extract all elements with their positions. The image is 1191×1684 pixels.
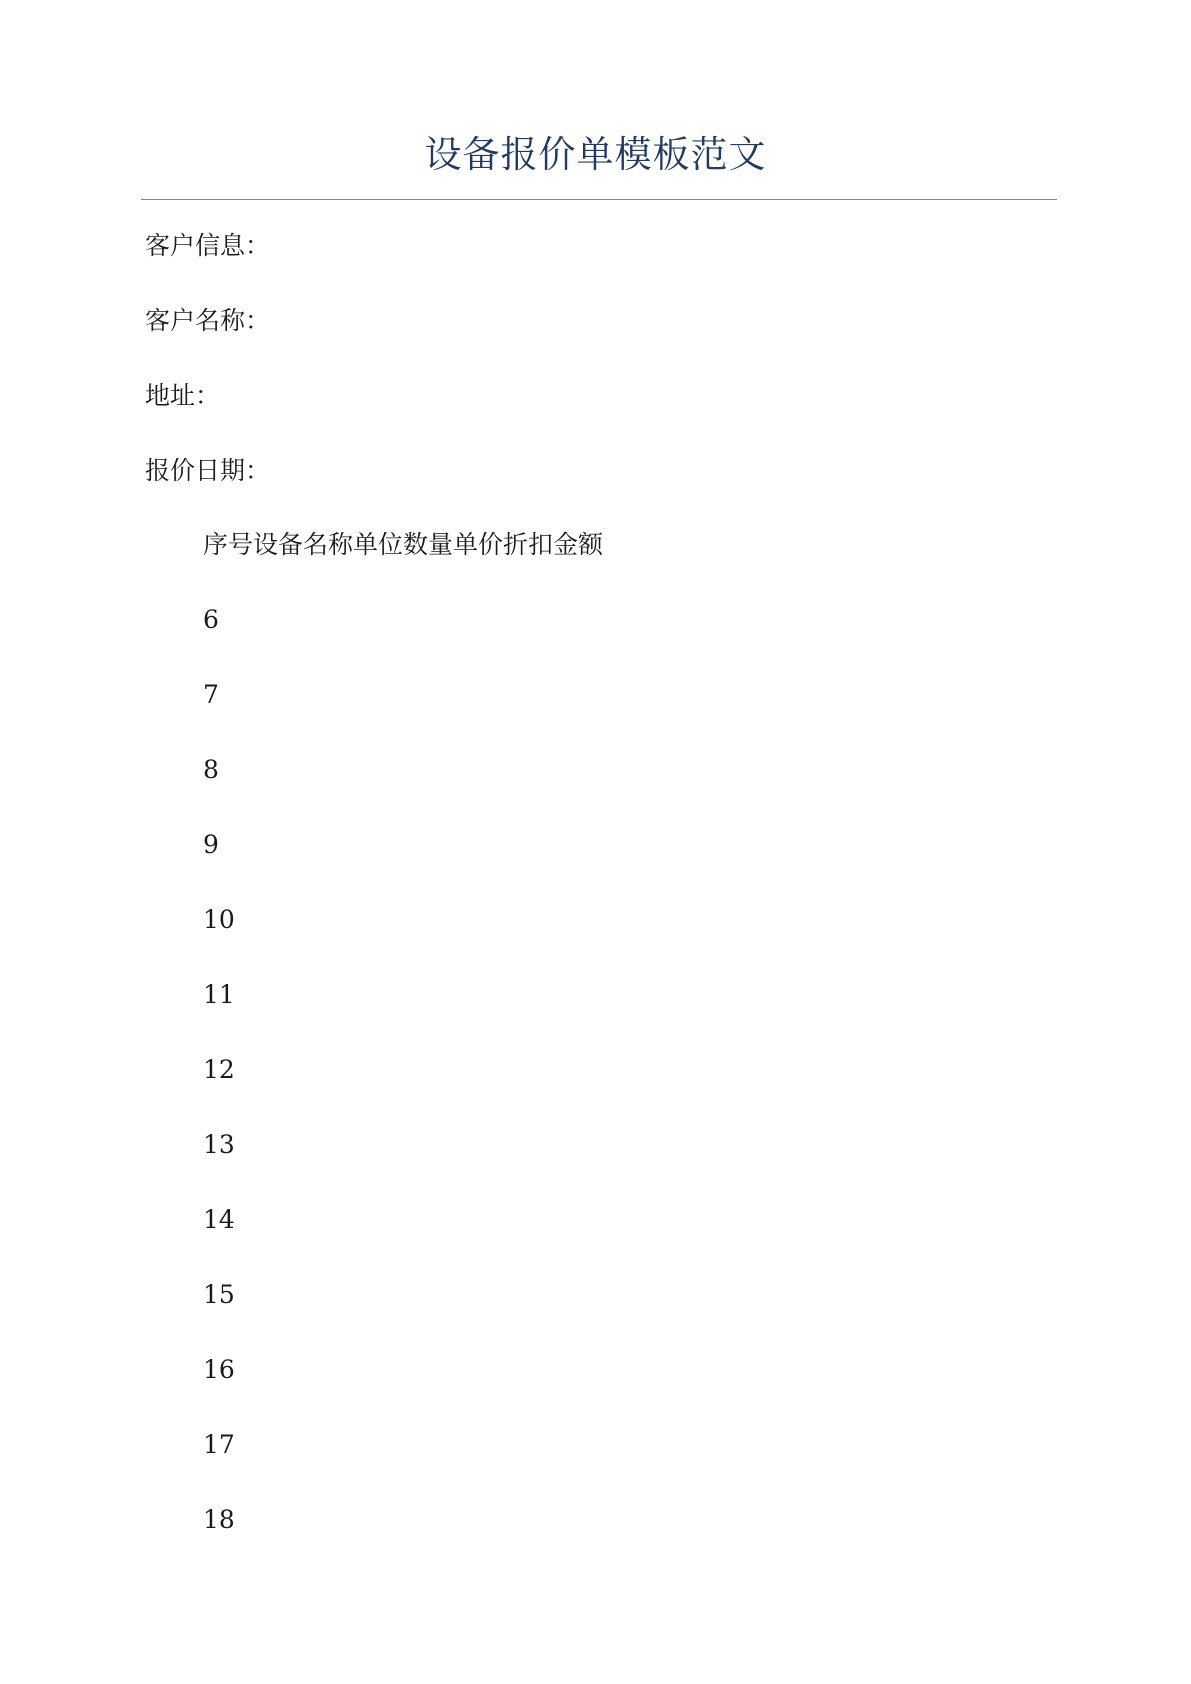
row-number: 16 [203,1355,235,1384]
row-number: 18 [203,1505,235,1534]
title-divider [141,199,1057,200]
row-number: 11 [203,980,235,1009]
table-header: 序号设备名称单位数量单价折扣金额 [203,530,604,559]
customer-info-label: 客户信息： [145,231,271,260]
row-number: 10 [203,905,235,934]
row-number: 12 [203,1055,235,1084]
row-number: 8 [203,755,219,784]
row-number: 6 [203,605,219,634]
row-number: 17 [203,1430,235,1459]
quote-date-label: 报价日期： [145,456,271,485]
address-label: 地址： [145,381,221,410]
row-number: 7 [203,680,219,709]
document-title: 设备报价单模板范文 [424,133,767,176]
row-number: 13 [203,1130,235,1159]
row-number: 15 [203,1280,235,1309]
customer-name-label: 客户名称： [145,306,271,335]
row-number: 14 [203,1205,235,1234]
row-number: 9 [203,830,219,859]
